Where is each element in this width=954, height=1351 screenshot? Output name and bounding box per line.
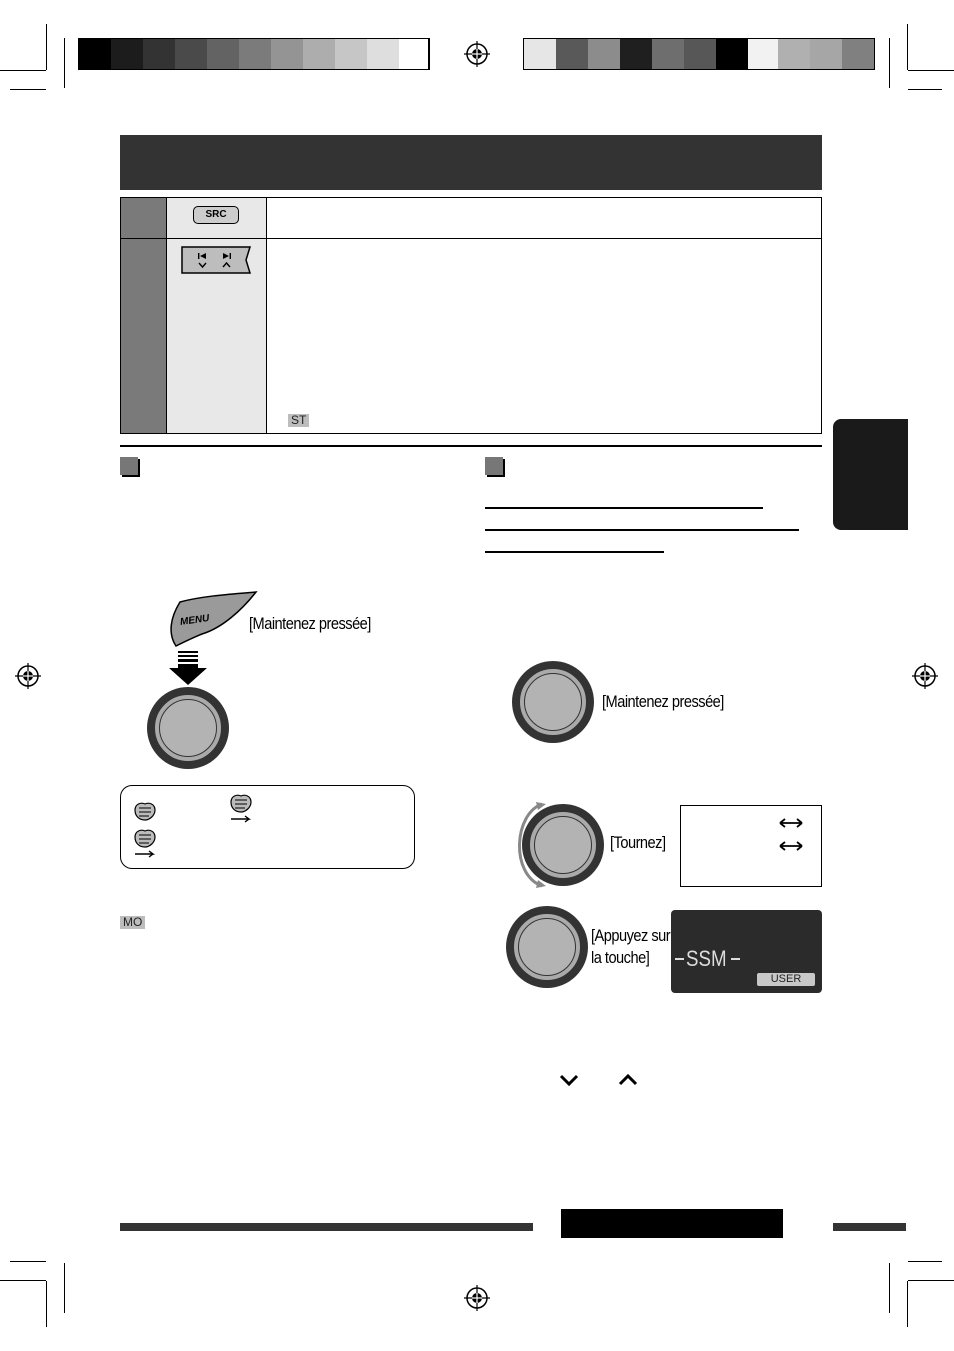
section-header-bar [120,135,822,190]
underlined-text-line [485,529,799,531]
section-marker-right [485,457,503,475]
control-dial[interactable] [522,804,604,886]
registration-mark-icon [15,663,41,689]
control-dial[interactable] [512,661,594,743]
step-description-cell [267,198,821,239]
options-box [680,805,822,887]
display-text: SSM [686,946,727,971]
underlined-text-line [485,507,763,509]
control-dial[interactable] [506,906,588,988]
seek-buttons[interactable] [180,245,250,273]
operation-note-box [120,785,415,869]
section-divider [120,445,822,447]
double-arrow-icon [779,841,803,851]
chevron-down-icon [559,1073,579,1087]
double-arrow-icon [779,818,803,828]
page-number-block [561,1209,783,1238]
registration-mark-icon [912,663,938,689]
footer-bar-right [833,1223,906,1231]
section-marker-left [120,457,138,475]
chevron-up-icon [618,1073,638,1087]
display-dash-left [675,958,684,960]
step-icon-cell [167,239,267,433]
control-dial[interactable] [147,687,229,769]
registration-mark-icon [464,1285,490,1311]
press-down-arrow-icon [167,651,209,687]
menu-button-label: MENU [179,613,211,628]
step-number-cell [121,198,167,239]
stereo-indicator-badge: ST [288,414,309,427]
hand-press-icon [131,800,159,824]
hand-hold-arrow-icon [227,794,257,824]
display-dash-right [731,958,740,960]
steps-table [120,197,822,434]
language-side-tab [833,419,908,530]
registration-mark-icon [464,41,490,67]
step-number-cell [121,239,167,433]
press-label-line: [Appuyez sur [591,926,671,945]
lcd-display [671,910,822,993]
hold-instruction-label: [Maintenez pressée] [602,692,724,711]
user-badge: USER [757,973,815,986]
menu-button[interactable] [162,590,262,650]
underlined-text-line [485,551,664,553]
press-instruction-label [591,925,670,969]
press-label-line: la touche] [591,948,650,967]
mono-indicator-badge: MO [120,916,145,929]
hold-instruction-label: [Maintenez pressée] [249,614,371,633]
src-button[interactable]: SRC [193,206,239,224]
hand-hold-arrow-icon [131,829,161,859]
step-icon-cell [167,198,267,239]
footer-bar-left [120,1223,533,1231]
turn-instruction-label: [Tournez] [610,833,666,852]
